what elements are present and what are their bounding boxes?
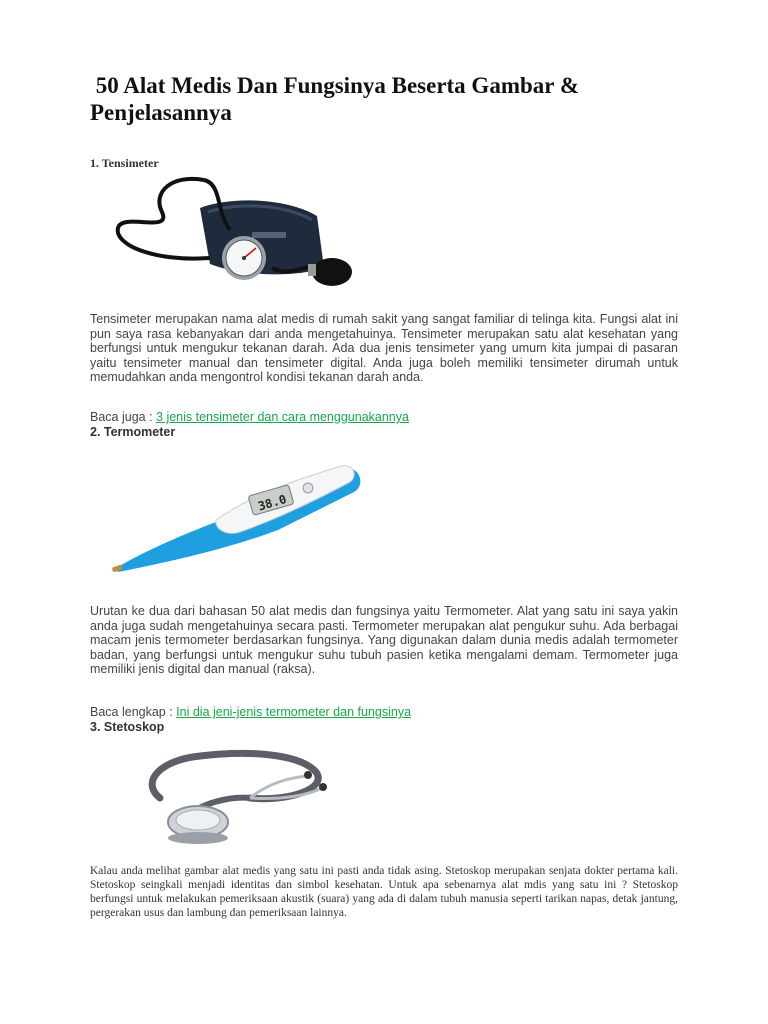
- section-heading-stetoskop: 3. Stetoskop: [90, 720, 165, 734]
- section-heading-tensimeter: 1. Tensimeter: [90, 156, 159, 170]
- section-heading-termometer: 2. Termometer: [90, 425, 176, 439]
- section-body-tensimeter: Tensimeter merupakan nama alat medis di rumah sakit yang sangat familiar di telinga kita. Fungsi alat ini pun saya rasa kebanyakan dari anda mengetahuinya. Tensimeter merupakan satu alat kesehatan yang berfungsi untuk mengukur tekanan darah. Ada dua jenis tensimeter yang umum kita jumpai di pasaran yaitu tensimeter manual dan tensimeter digital. Anda juga boleh memiliki tensimeter dirumah untuk memudahkan anda mengontrol kondisi tekanan darah anda.: [90, 312, 678, 385]
- read-more-prefix: Baca juga :: [90, 410, 157, 424]
- section-body-stetoskop: Kalau anda melihat gambar alat medis yang satu ini pasti anda tidak asing. Stetoskop merupakan senjata dokter pertama kali. Stetoskop seingkali menjadi identitas dan simbol kesehatan. Untuk apa sebenarnya alat mdis yang satu ini ? Stetoskop berfungsi untuk melakukan pemeriksaan akustik (suara) yang ada di dalam tubuh manusia seperti tarikan napas, detak jantung, pergerakan usus dan lambung dan pemeriksaan lainnya.: [90, 865, 678, 919]
- read-more-prefix: Baca lengkap :: [90, 705, 177, 719]
- read-more-tensimeter: [90, 410, 409, 425]
- stethoscope-image: [130, 742, 330, 850]
- digital-thermometer-image: [110, 458, 366, 578]
- page-title: 50 Alat Medis Dan Fungsinya Beserta Gambar & Penjelasannya: [90, 73, 585, 125]
- read-more-termometer: [90, 705, 411, 720]
- section-body-termometer: Urutan ke dua dari bahasan 50 alat medis dan fungsinya yaitu Termometer. Alat yang satu ini saya yakin anda juga sudah mengetahuinya secara pasti. Termometer merupakan alat pengukur suhu. Ada berbagai macam jenis termometer berdasarkan fungsinya. Yang digunakan dalam dunia medis adalah termometer badan, yang berfungsi untuk mengukur suhu tubuh pasien ketika mengalami demam. Termometer juga memiliki jenis digital dan manual (raksa).: [90, 604, 678, 677]
- read-more-link-tensimeter[interactable]: 3 jenis tensimeter dan cara menggunakannya: [156, 410, 409, 424]
- sphygmomanometer-image: [112, 172, 374, 298]
- thermometer-display-value: 38.0: [256, 492, 289, 514]
- read-more-link-termometer[interactable]: Ini dia jeni-jenis termometer dan fungsinya: [176, 705, 412, 719]
